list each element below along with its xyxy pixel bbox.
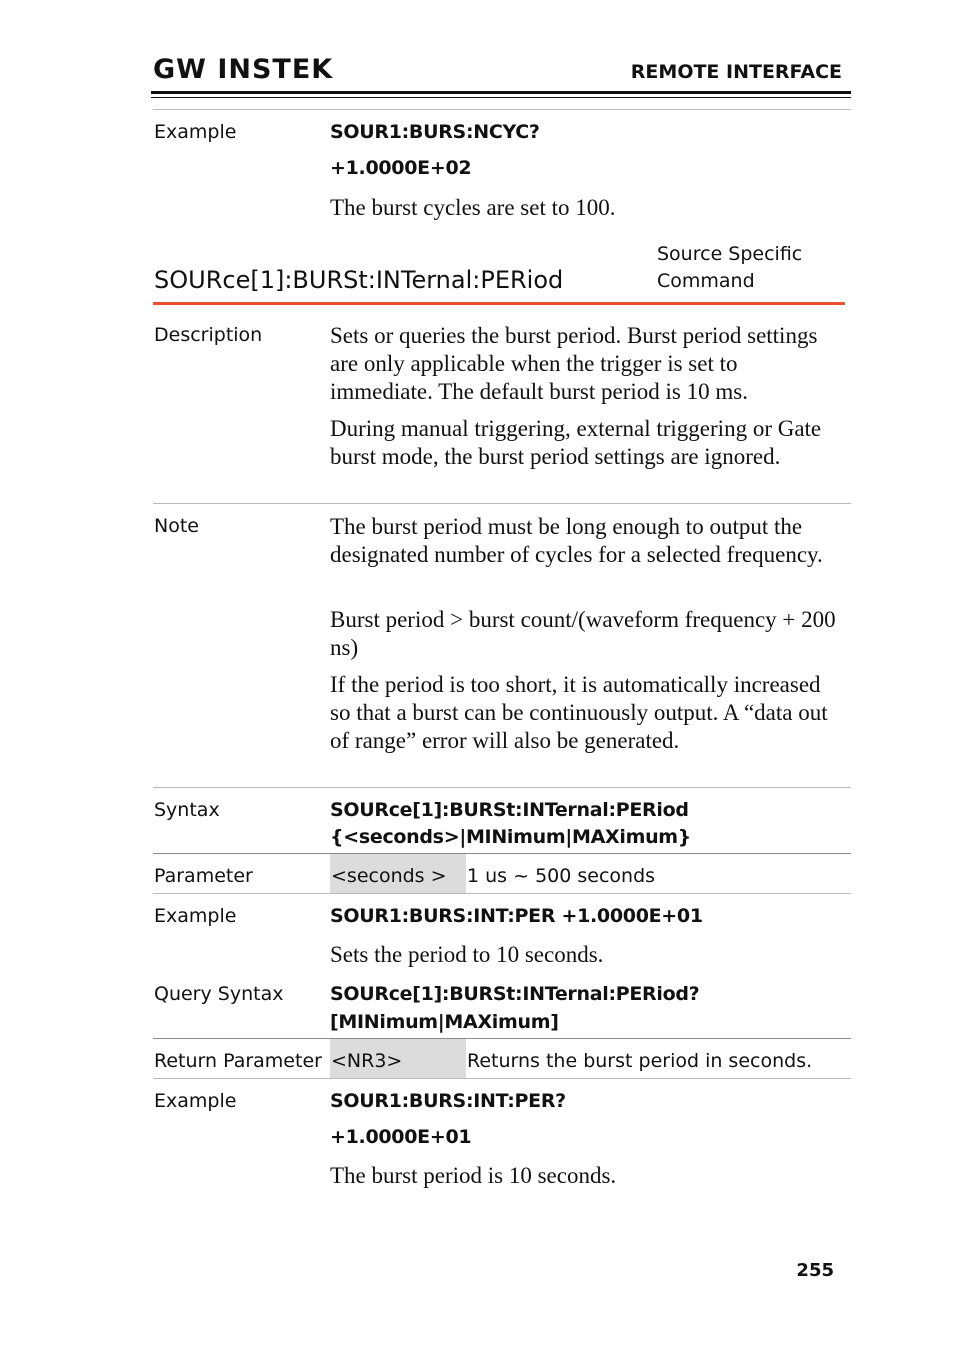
example-explanation: The burst period is 10 seconds. — [330, 1163, 617, 1188]
example-label: Example — [154, 121, 237, 143]
parameter-name: <seconds > — [331, 865, 447, 887]
return-parameter-name: <NR3> — [331, 1050, 403, 1072]
parameter-label: Parameter — [154, 865, 253, 887]
return-parameter-desc: Returns the burst period in seconds. — [467, 1050, 813, 1072]
example-explanation: The burst cycles are set to 100. — [330, 195, 616, 220]
divider — [153, 853, 851, 854]
divider — [153, 1078, 851, 1079]
command-heading-accent-rule — [153, 302, 845, 305]
example-command: SOUR1:BURS:INT:PER? — [330, 1090, 566, 1112]
example-command: SOUR1:BURS:NCYC? — [330, 121, 540, 143]
description-para-2: During manual triggering, external triggering or Gate burst mode, the burst period settings are ignored. — [330, 416, 822, 469]
header-rule-thick — [151, 91, 851, 94]
example-response: +1.0000E+02 — [330, 157, 472, 179]
divider — [153, 1038, 851, 1039]
header-rule-thin — [151, 97, 851, 98]
query-syntax-line-2: [MINimum|MAXimum] — [330, 1011, 559, 1033]
syntax-line-1: SOURce[1]:BURSt:INTernal:PERiod — [330, 799, 689, 821]
divider — [153, 503, 851, 504]
description-label: Description — [154, 324, 263, 346]
divider — [153, 109, 851, 110]
example-command: SOUR1:BURS:INT:PER +1.0000E+01 — [330, 905, 703, 927]
description-para-1: Sets or queries the burst period. Burst period settings are only applicable when the trigger is set to immediate. The default burst period is 10 ms. — [330, 323, 818, 404]
example-label: Example — [154, 1090, 237, 1112]
note-para-1: The burst period must be long enough to output the designated number of cycles for a selected frequency. — [330, 514, 823, 567]
page-number: 255 — [796, 1260, 834, 1281]
command-title: SOURce[1]:BURSt:INTernal:PERiod — [154, 266, 564, 294]
divider — [153, 787, 851, 788]
note-para-3: If the period is too short, it is automatically increased so that a burst can be continuously output. A “data out of range” error will also be generated. — [330, 672, 828, 753]
note-para-2: Burst period > burst count/(waveform frequency + 200 ns) — [330, 607, 836, 660]
parameter-range: 1 us ~ 500 seconds — [467, 865, 656, 887]
divider — [153, 893, 851, 894]
return-parameter-label: Return Parameter — [154, 1050, 322, 1072]
command-type-line2: Command — [657, 270, 755, 292]
query-syntax-line-1: SOURce[1]:BURSt:INTernal:PERiod? — [330, 983, 700, 1005]
syntax-label: Syntax — [154, 799, 220, 821]
syntax-line-2: {<seconds>|MINimum|MAXimum} — [330, 826, 692, 848]
example-response: +1.0000E+01 — [330, 1126, 472, 1148]
query-syntax-label: Query Syntax — [154, 983, 284, 1005]
brand-logo: GW INSTEK — [153, 54, 334, 85]
section-title: REMOTE INTERFACE — [630, 61, 842, 83]
example-explanation: Sets the period to 10 seconds. — [330, 942, 604, 967]
note-label: Note — [154, 515, 199, 537]
command-type-line1: Source Specific — [657, 243, 803, 265]
example-label: Example — [154, 905, 237, 927]
